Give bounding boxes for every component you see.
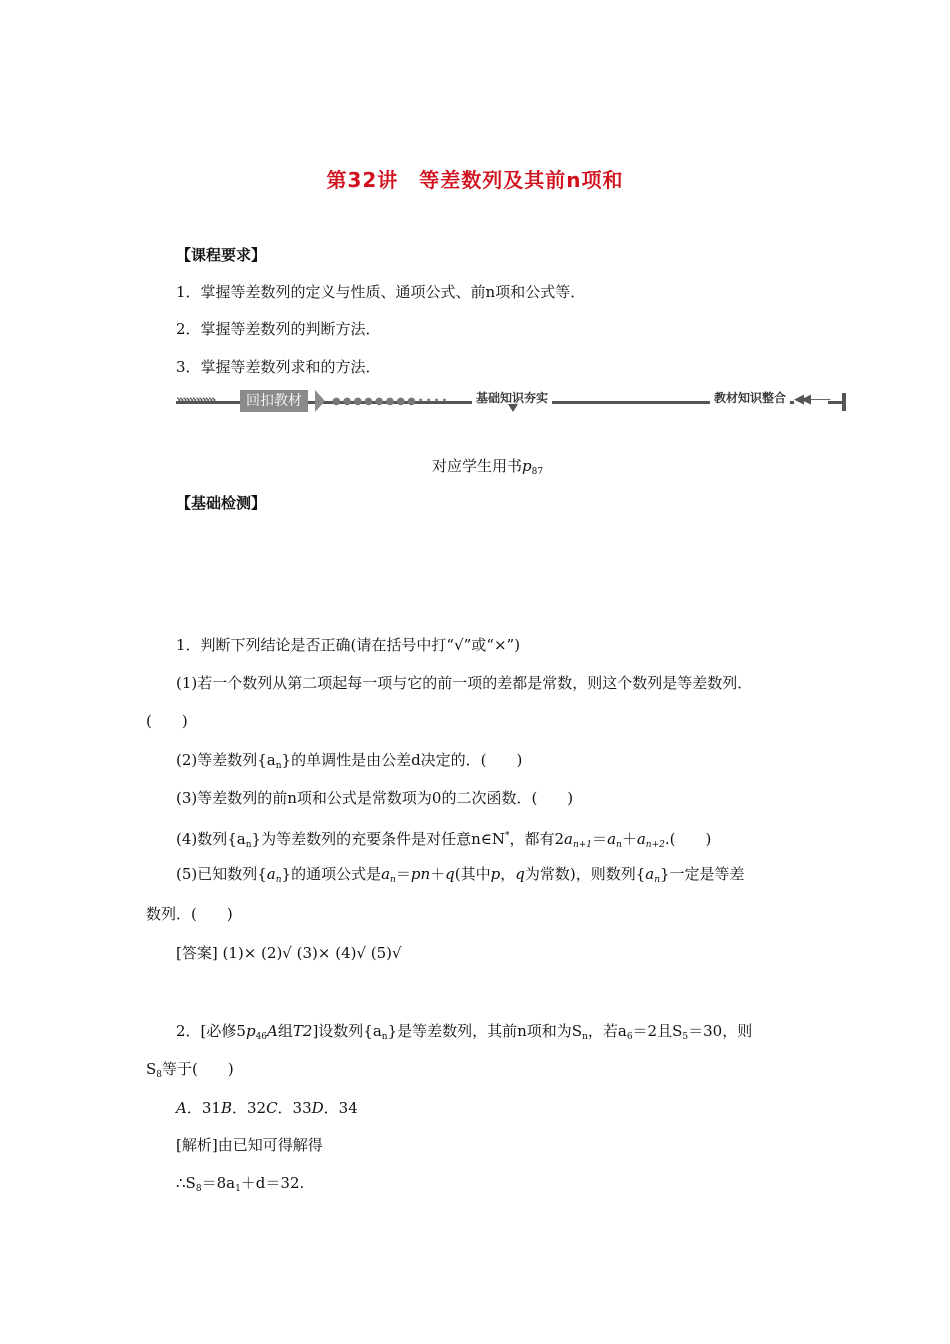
banner-middle-label: 基础知识夯实 [472,389,552,406]
chevrons-icon: »»»»»» [176,393,215,408]
question-1-stem: 1．判断下列结论是否正确(请在括号中打“√”或“×”) [176,636,521,654]
reference-text: 对应学生用书 [432,457,523,475]
reference-page-number: 87 [531,467,544,477]
reference-line [432,455,543,483]
basic-check-heading: 【基础检测】 [176,494,267,512]
tag-arrow-icon [315,390,325,412]
question-1-answer: [答案] (1)× (2)√ (3)× (4)√ (5)√ [176,944,402,962]
course-requirements-heading: 【课程要求】 [176,246,267,264]
question-2-stem: 2．[必修$5p_{46}A$组T2]设数列$\{a_n\}$是等差数列，其前n项和为$S_n$，若$a_6=2$且$S_5=30$，则 [176,1022,753,1042]
course-requirement-item: 3．掌握等差数列求和的方法． [176,358,381,376]
question-2-options: A．31B．32C．33D．34 [176,1099,358,1117]
question-1-statement-5: (5)已知数列$\{a_n\}$的通项公式是$a_n=pn+q$(其中p，q为常数)，则数列$\{a_n\}$一定是等差 [176,865,745,885]
question-1-statement-3: (3)等差数列的前n项和公式是常数项为0的二次函数．( ) [176,789,574,807]
question-2-analysis: [解析]由已知可得解得 [176,1136,323,1154]
banner-endcap [842,393,846,411]
question-1-statement-5-cont: 数列．( ) [146,905,233,923]
question-2-conclusion: $\therefore S_8=8a_1+d=32$. [176,1174,305,1194]
question-2-stem-cont: $S_8$等于( ) [146,1060,234,1080]
reference-page-letter: p [522,457,532,475]
course-requirement-item: 1．掌握等差数列的定义与性质、通项公式、前n项和公式等． [176,283,586,301]
pointer-triangle-icon [508,404,518,412]
question-1-statement-2: (2)等差数列$\{a_n\}$的单调性是由公差d决定的．( ) [176,751,523,771]
section-banner [176,390,848,414]
left-arrows-icon: ◀◀—— [794,392,828,407]
question-1-statement-4: (4)数列$\{a_n\}$为等差数列的充要条件是对任意n∈N*，都有$2a_{n+1}=a_n+a_{n+2}$.( ) [176,830,712,850]
page-title: 第32讲 等差数列及其前n项和 [326,168,624,192]
dots-icon: ●●●●●●●●•••• [332,396,450,407]
banner-tag: 回扣教材 [240,390,308,412]
course-requirement-item: 2．掌握等差数列的判断方法． [176,320,381,338]
question-1-statement-1-bracket: ( ) [146,712,188,730]
banner-right-label: 教材知识整合 [710,389,790,406]
question-1-statement-1: (1)若一个数列从第二项起每一项与它的前一项的差都是常数，则这个数列是等差数列． [176,674,753,692]
